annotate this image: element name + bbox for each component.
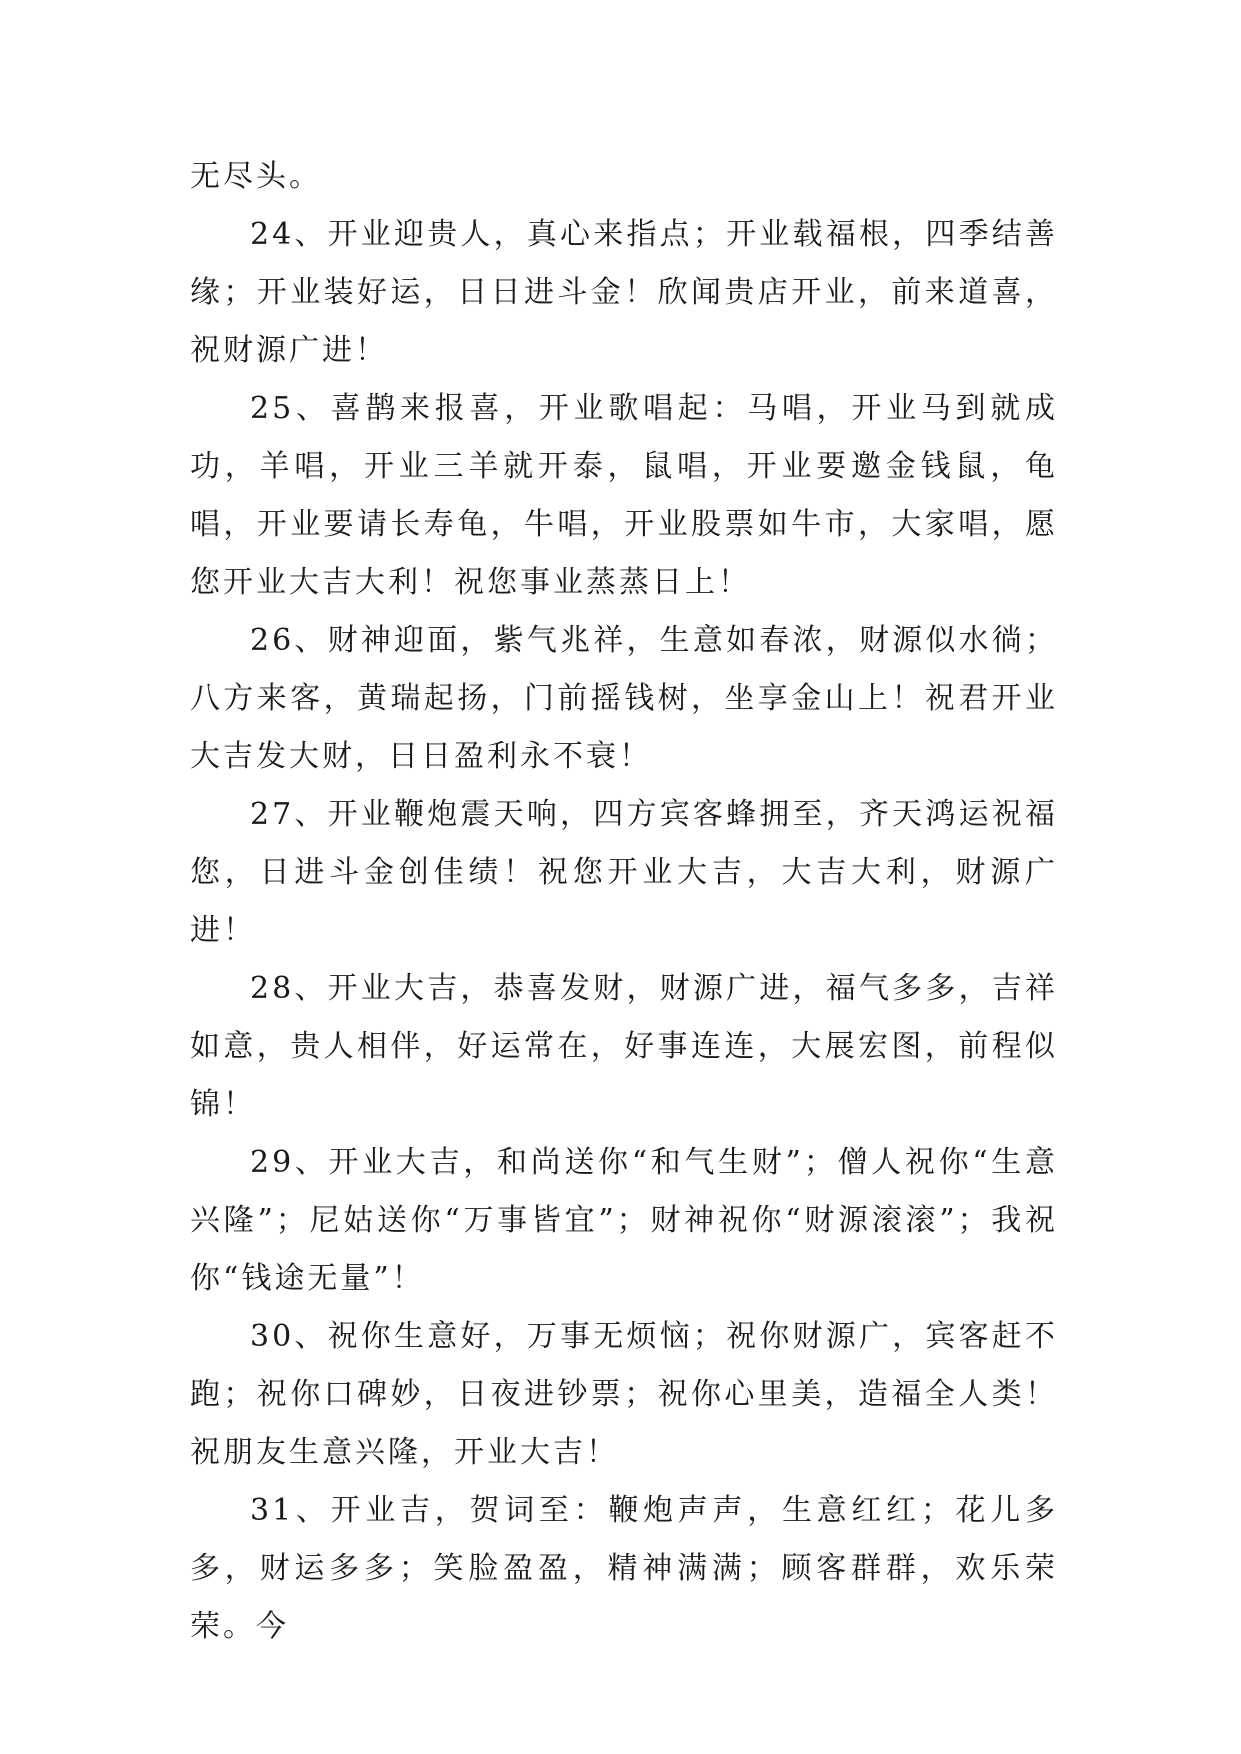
paragraph-26: 26、财神迎面，紫气兆祥，生意如春浓，财源似水徜；八方来客，黄瑞起扬，门前摇钱树，坐享金山上！祝君开业大吉发大财，日日盈利永不衰！ <box>190 623 1058 774</box>
paragraph-continuation: 无尽头。 <box>190 159 322 194</box>
paragraph-28: 28、开业大吉，恭喜发财，财源广进，福气多多，吉祥如意，贵人相伴，好运常在，好事连连，大展宏图，前程似锦！ <box>190 971 1058 1122</box>
paragraph-24: 24、开业迎贵人，真心来指点；开业载福根，四季结善缘；开业装好运，日日进斗金！欣闻贵店开业，前来道喜，祝财源广进！ <box>190 217 1058 368</box>
paragraph-30: 30、祝你生意好，万事无烦恼；祝你财源广，宾客赶不跑；祝你口碑妙，日夜进钞票；祝你心里美，造福全人类！祝朋友生意兴隆，开业大吉！ <box>190 1319 1058 1470</box>
paragraph-31: 31、开业吉，贺词至：鞭炮声声，生意红红；花儿多多，财运多多；笑脸盈盈，精神满满；顾客群群，欢乐荣荣。今 <box>190 1493 1058 1644</box>
paragraph-27: 27、开业鞭炮震天响，四方宾客蜂拥至，齐天鸿运祝福您，日进斗金创佳绩！祝您开业大吉，大吉大利，财源广进！ <box>190 797 1058 948</box>
paragraph-29: 29、开业大吉，和尚送你“和气生财”；僧人祝你“生意兴隆”；尼姑送你“万事皆宜”；财神祝你“财源滚滚”；我祝你“钱途无量”！ <box>190 1145 1058 1296</box>
paragraph-25: 25、喜鹊来报喜，开业歌唱起：马唱，开业马到就成功，羊唱，开业三羊就开泰，鼠唱，开业要邀金钱鼠，龟唱，开业要请长寿龟，牛唱，开业股票如牛市，大家唱，愿您开业大吉大利！祝您事业蒸蒸日上！ <box>190 391 1058 600</box>
document-body <box>190 148 1058 1656</box>
